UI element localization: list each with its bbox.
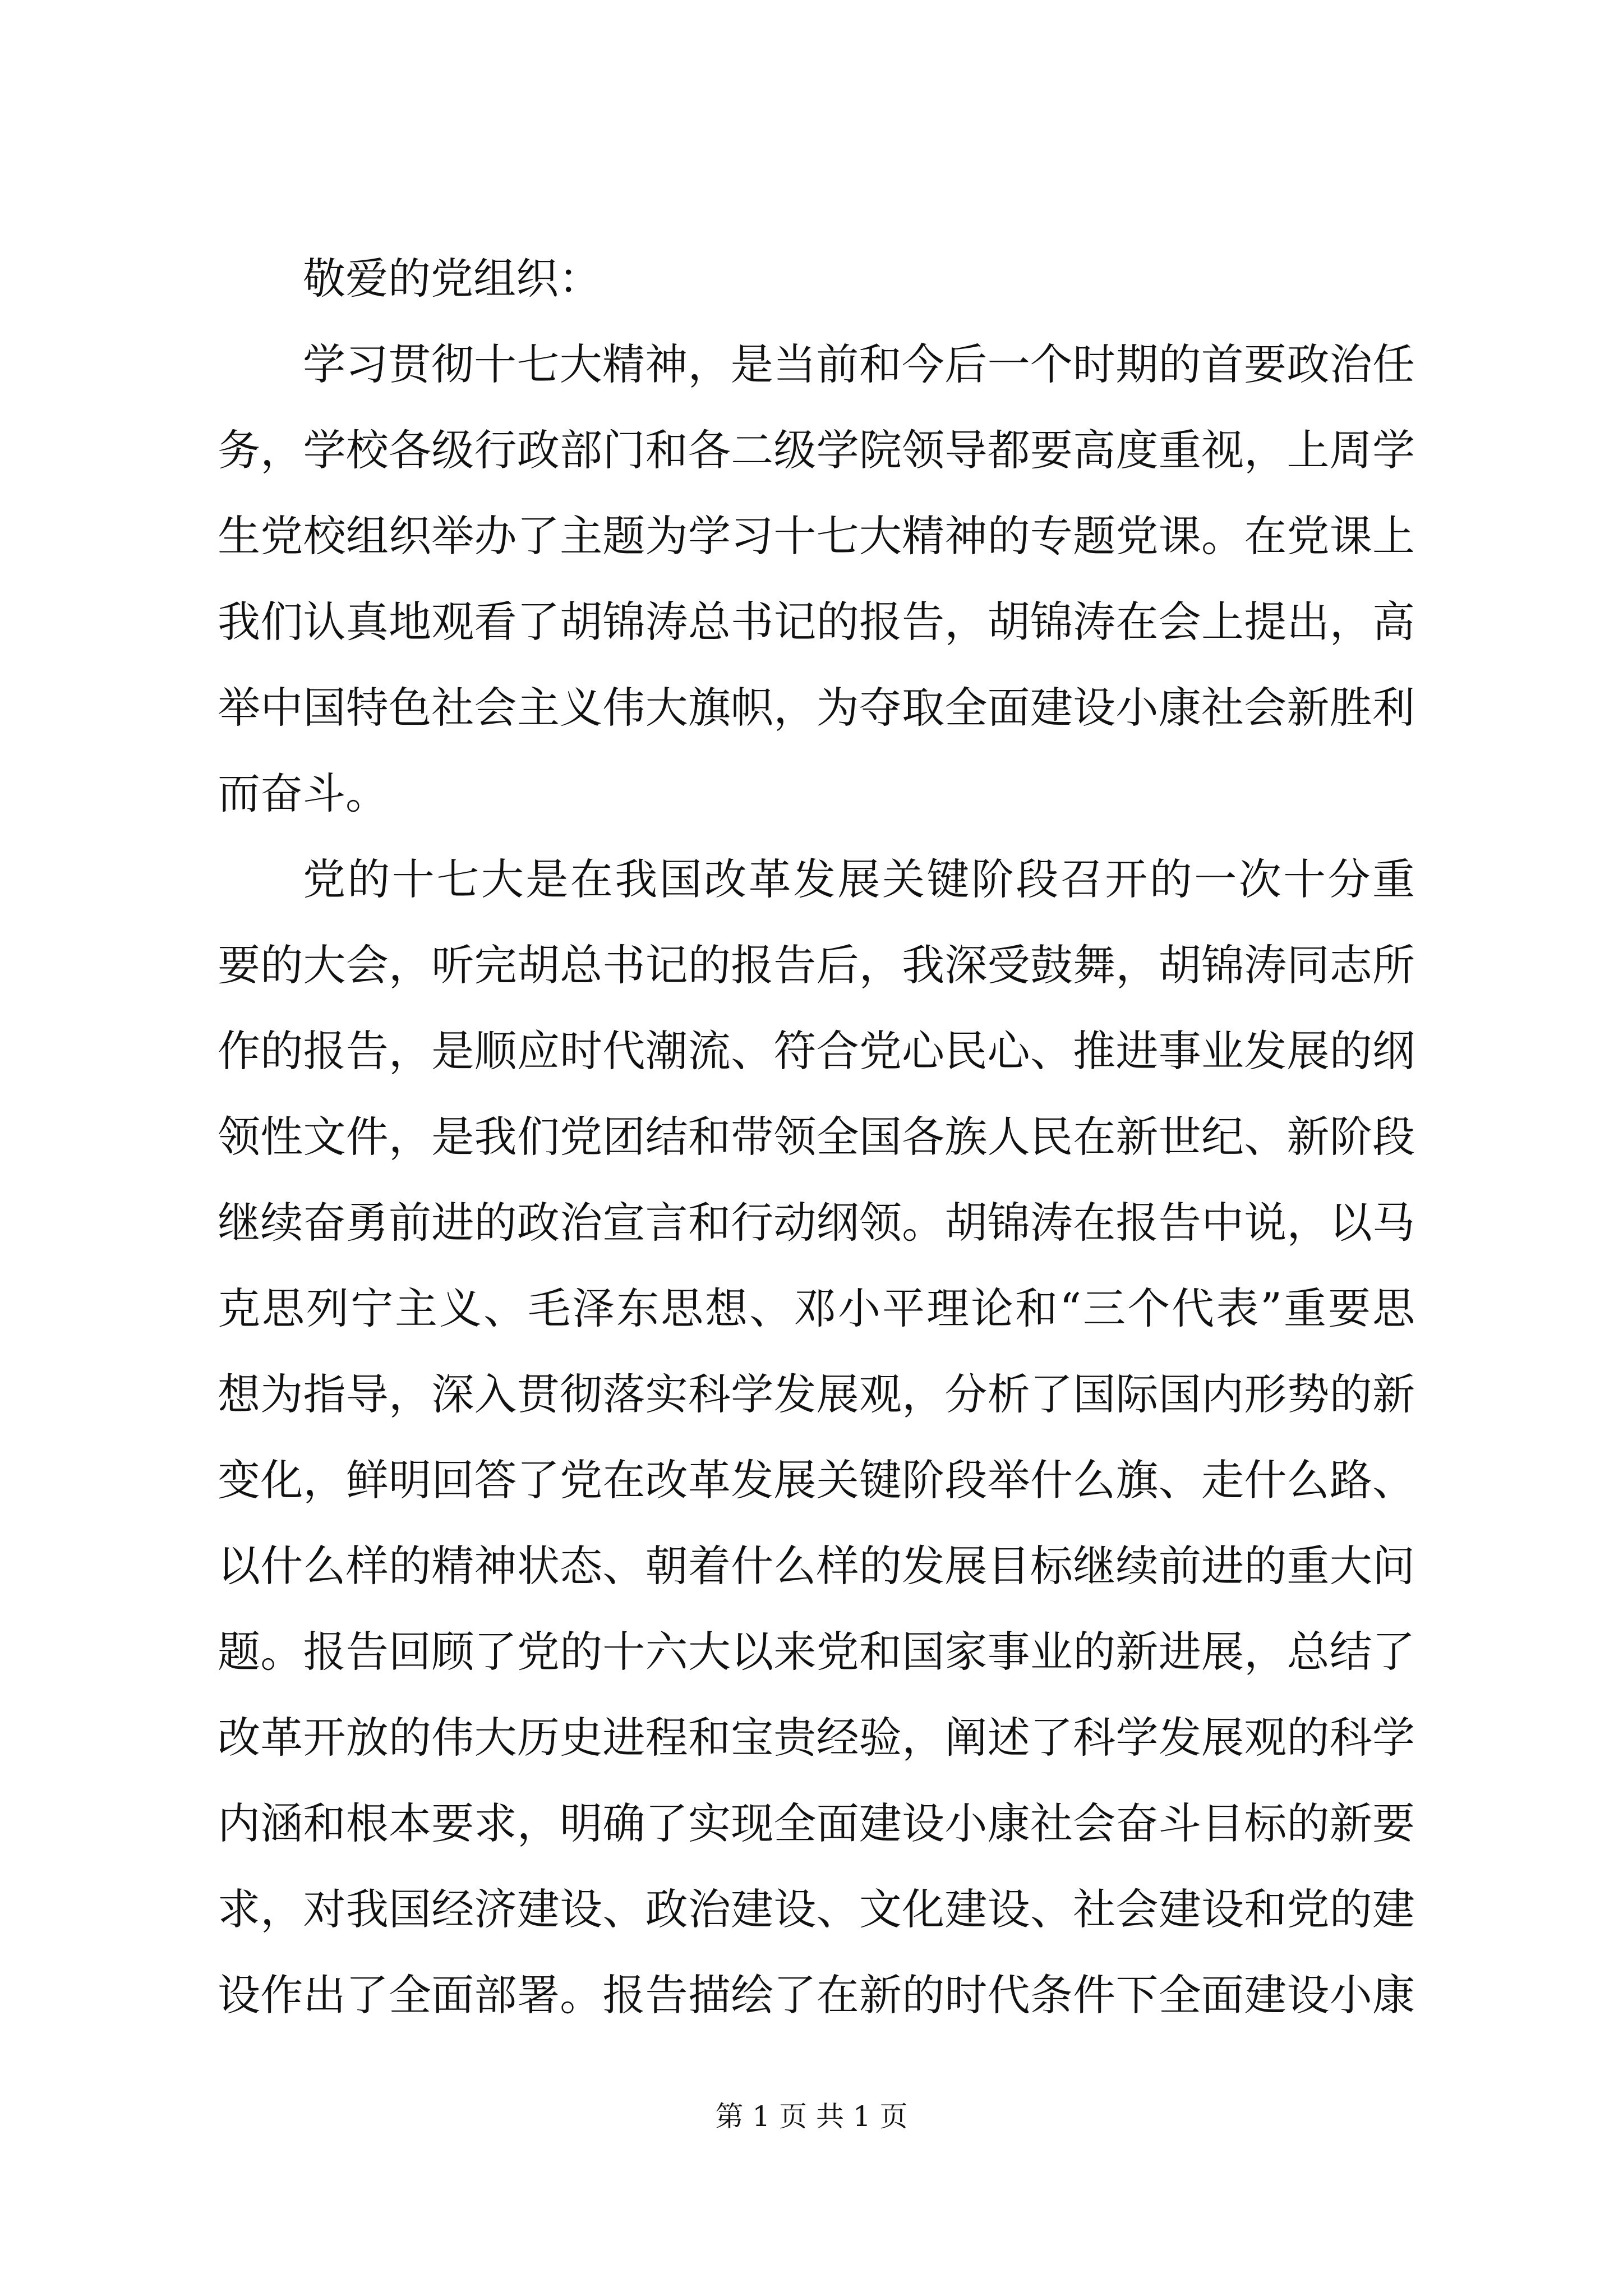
text-line: 题。报告回顾了党的十六大以来党和国家事业的新进展，总结了: [218, 1627, 1415, 1677]
text-line: 求，对我国经济建设、政治建设、文化建设、社会建设和党的建: [218, 1884, 1415, 1934]
text-line: 生党校组织举办了主题为学习十七大精神的专题党课。在党课上: [218, 511, 1415, 561]
text-line: 敬爱的党组织：: [303, 254, 601, 303]
text-line: 而奋斗。: [218, 769, 388, 818]
text-line: 内涵和根本要求，明确了实现全面建设小康社会奋斗目标的新要: [218, 1798, 1415, 1848]
text-line: 继续奋勇前进的政治宣言和行动纲领。胡锦涛在报告中说，以马: [218, 1198, 1415, 1248]
text-line: 要的大会，听完胡总书记的报告后，我深受鼓舞，胡锦涛同志所: [218, 940, 1415, 990]
text-line: 设作出了全面部署。报告描绘了在新的时代条件下全面建设小康: [218, 1970, 1415, 2020]
text-line: 改革开放的伟大历史进程和宝贵经验，阐述了科学发展观的科学: [218, 1713, 1415, 1763]
text-line: 学习贯彻十七大精神，是当前和今后一个时期的首要政治任: [303, 339, 1415, 389]
text-line: 作的报告，是顺应时代潮流、符合党心民心、推进事业发展的纲: [218, 1026, 1415, 1076]
text-line: 克思列宁主义、毛泽东思想、邓小平理论和“三个代表”重要思: [218, 1283, 1415, 1333]
text-line: 举中国特色社会主义伟大旗帜，为夺取全面建设小康社会新胜利: [218, 683, 1415, 733]
text-line: 务，学校各级行政部门和各二级学院领导都要高度重视，上周学: [218, 425, 1415, 475]
text-line: 领性文件，是我们党团结和带领全国各族人民在新世纪、新阶段: [218, 1112, 1415, 1162]
text-line: 党的十七大是在我国改革发展关键阶段召开的一次十分重: [303, 854, 1415, 904]
document-body: [218, 236, 1415, 2038]
text-line: 以什么样的精神状态、朝着什么样的发展目标继续前进的重大问: [218, 1541, 1415, 1591]
text-line: 想为指导，深入贯彻落实科学发展观，分析了国际国内形势的新: [218, 1369, 1415, 1419]
page-footer: 第 1 页 共 1 页: [715, 2100, 908, 2133]
text-line: 变化，鲜明回答了党在改革发展关键阶段举什么旗、走什么路、: [218, 1455, 1415, 1505]
text-line: 我们认真地观看了胡锦涛总书记的报告，胡锦涛在会上提出，高: [218, 597, 1415, 647]
